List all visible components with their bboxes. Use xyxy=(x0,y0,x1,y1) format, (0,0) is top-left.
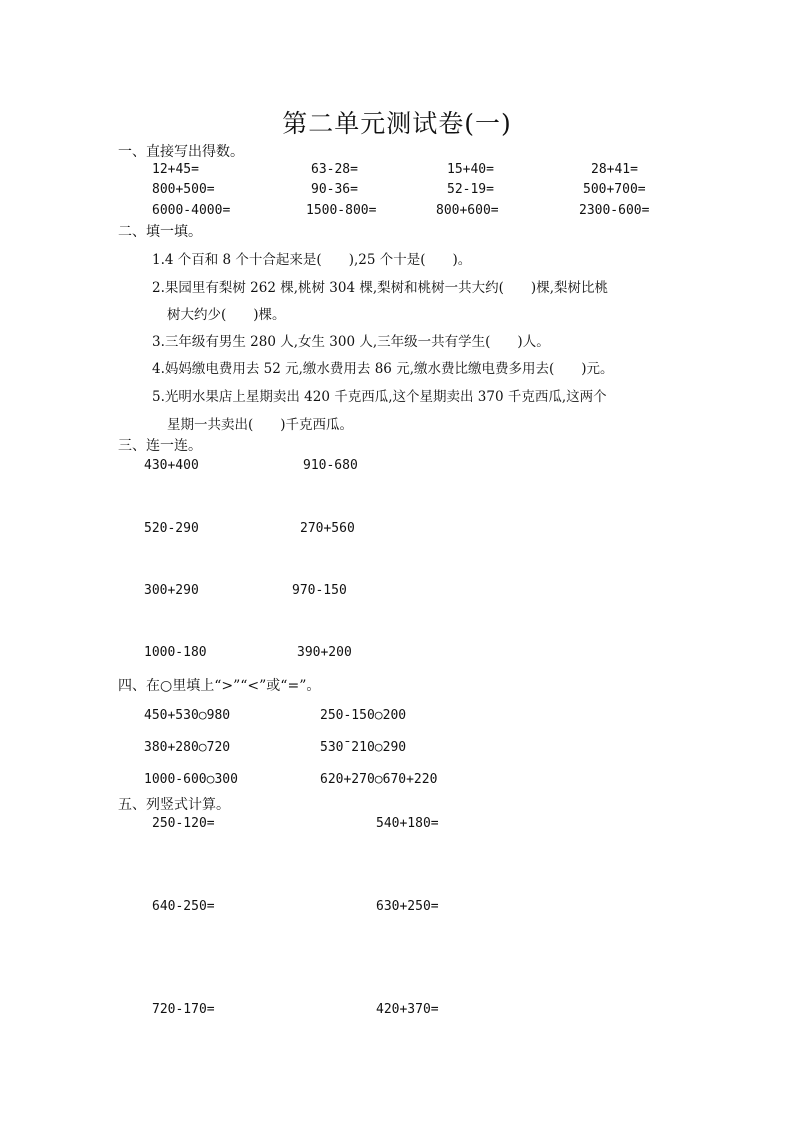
s1-item: 28+41= xyxy=(591,162,638,177)
s1-item: 6000-4000= xyxy=(152,203,231,218)
match-right-item: 910-680 xyxy=(303,458,358,473)
fill-question: 4.妈妈缴电费用去 52 元,缴水费用去 86 元,缴水费比缴电费多用去( )元。 xyxy=(152,361,614,377)
compare-item: 620+270○670+220 xyxy=(320,772,438,787)
compare-item: 530¯210○290 xyxy=(320,740,407,755)
s1-item: 15+40= xyxy=(447,162,494,177)
compare-item: 450+530○980 xyxy=(144,708,231,723)
fill-question: 2.果园里有梨树 262 棵,桃树 304 棵,梨树和桃树一共大约( )棵,梨树比桃 xyxy=(152,280,608,296)
fill-question: 3.三年级有男生 280 人,女生 300 人,三年级一共有学生( )人。 xyxy=(152,334,550,350)
section-2-heading: 二、填一填。 xyxy=(118,224,202,240)
s1-item: 800+600= xyxy=(436,203,499,218)
match-left-item: 1000-180 xyxy=(144,645,207,660)
section-3-heading: 三、连一连。 xyxy=(118,438,202,454)
s1-item: 2300-600= xyxy=(579,203,650,218)
match-right-item: 970-150 xyxy=(292,583,347,598)
compare-item: 250-150○200 xyxy=(320,708,407,723)
vertical-calc-item: 720-170= xyxy=(152,1002,215,1017)
fill-question-cont: 星期一共卖出( )千克西瓜。 xyxy=(167,417,354,433)
compare-item: 1000-600○300 xyxy=(144,772,238,787)
s1-item: 52-19= xyxy=(447,182,494,197)
s1-item: 500+700= xyxy=(583,182,646,197)
match-left-item: 300+290 xyxy=(144,583,199,598)
s1-item: 90-36= xyxy=(311,182,358,197)
vertical-calc-item: 420+370= xyxy=(376,1002,439,1017)
vertical-calc-item: 540+180= xyxy=(376,816,439,831)
fill-question-cont: 树大约少( )棵。 xyxy=(167,307,286,323)
s1-item: 800+500= xyxy=(152,182,215,197)
fill-question: 1.4 个百和 8 个十合起来是( ),25 个十是( )。 xyxy=(152,252,472,268)
section-4-heading: 四、在○里填上“>”“<”或“=”。 xyxy=(118,678,321,694)
vertical-calc-item: 250-120= xyxy=(152,816,215,831)
match-left-item: 430+400 xyxy=(144,458,199,473)
match-left-item: 520-290 xyxy=(144,521,199,536)
s1-item: 12+45= xyxy=(152,162,199,177)
s1-item: 63-28= xyxy=(311,162,358,177)
fill-question: 5.光明水果店上星期卖出 420 千克西瓜,这个星期卖出 370 千克西瓜,这两个 xyxy=(152,389,607,405)
s1-item: 1500-800= xyxy=(306,203,377,218)
vertical-calc-item: 640-250= xyxy=(152,899,215,914)
compare-item: 380+280○720 xyxy=(144,740,231,755)
vertical-calc-item: 630+250= xyxy=(376,899,439,914)
section-1-heading: 一、直接写出得数。 xyxy=(118,144,244,160)
section-5-heading: 五、列竖式计算。 xyxy=(118,797,230,813)
match-right-item: 270+560 xyxy=(300,521,355,536)
match-right-item: 390+200 xyxy=(297,645,352,660)
page-title: 第二单元测试卷(一) xyxy=(282,109,512,138)
